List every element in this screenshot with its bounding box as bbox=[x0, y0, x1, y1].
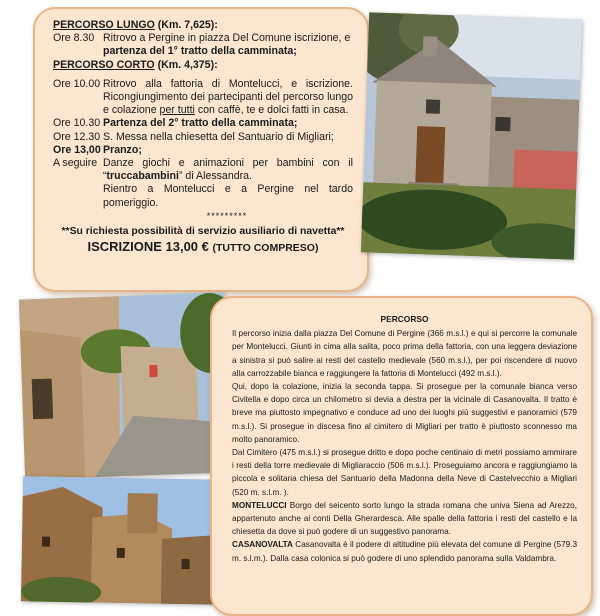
schedule-row: Ore 10.00 Ritrovo alla fattoria di Montelucci, e iscrizione. Ricongiungimento dei partecipanti del percorso lungo e colazione per tutti con caffè, te e dolci fatti in casa. bbox=[53, 77, 353, 117]
schedule-row: Ore 12.30 S. Messa nella chiesetta del Santuario di Migliari; bbox=[53, 130, 334, 143]
schedule-row: Ore 13,00 Pranzo; bbox=[53, 143, 142, 156]
long-route-header: PERCORSO LUNGO (Km. 7,625): bbox=[53, 19, 218, 31]
schedule-time: Ore 10.00 bbox=[53, 77, 101, 90]
shuttle-note: **Su richiesta possibilità di servizio ausiliario di navetta** bbox=[61, 226, 345, 238]
schedule-time: A seguire bbox=[53, 157, 98, 170]
schedule-time: Ore 12.30 bbox=[53, 130, 101, 143]
registration-price: ISCRIZIONE 13,00 € (TUTTO COMPRESO) bbox=[87, 239, 319, 255]
route-description-box bbox=[210, 296, 593, 616]
description-title: PERCORSO bbox=[380, 314, 429, 324]
program-box bbox=[33, 7, 369, 292]
description-paragraph: MONTELUCCI Borgo del seicento sorto lungo la strada romana che univa Siena ad Arezzo, appartenuto anche ai conti Della Gherardesca. Alle spalle della fattoria i resti del castello e la chiesetta da dove si può godere di un suggestivo panorama. bbox=[232, 500, 577, 537]
short-route-header: PERCORSO CORTO (Km. 4,375): bbox=[53, 58, 218, 71]
church-photo bbox=[361, 12, 582, 259]
schedule-time: Ore 13,00 bbox=[53, 143, 101, 156]
schedule-row: Ore 8.30 Ritrovo a Pergine in piazza Del Comune iscrizione, e partenza del 1° tratto della camminata; bbox=[53, 32, 351, 58]
description-paragraph: CASANOVALTA Casanovalta è il podere di altitudine più elevata del comune di Pergine (579.3 m. s.l.m.). Dalla casa colonica si può godere di uno splendido panorama sulla Valdambra. bbox=[232, 540, 577, 563]
description-paragraph: Il percorso inizia dalla piazza Del Comune di Pergine (366 m.s.l.) e qui si percorre la comunale per Montelucci. Giunti in cima alla salita, poco prima della fattoria, con una leggera deviazione a sinistra si può salire ai resti del castello medievale (560 m.s.l.), per poi riscendere di nuovo alla carrozzabile bianca e raggiungere la fattoria di Montelucci (492 m.s.l.). bbox=[232, 329, 577, 378]
schedule-time: Ore 8.30 bbox=[53, 32, 95, 45]
village-houses-photo bbox=[21, 476, 223, 604]
schedule-row: Ore 10.30 Partenza del 2° tratto della camminata; bbox=[53, 117, 298, 130]
description-paragraph: Qui, dopo la colazione, inizia la seconda tappa. Si prosegue per la comunale bianca verso Civitella e dopo circa un chilometro si devia a destra per la vicinale di Casanovalta. Il tratto è breve ma piuttosto impegnativo e conduce ad uno dei luoghi più suggestivi e panoramici (579 m.s.l.). Si prosegue in discesa fino al cimitero di Migliari per tratto è piuttosto sconnesso ma molto panoramico. bbox=[232, 382, 577, 444]
village-street-photo bbox=[19, 292, 230, 479]
description-paragraph: Dal Cimitero (475 m.s.l.) si prosegue dritto e dopo poche centinaio di metri possiamo ammirare i resti della torre medievale di Migliaraccio (506 m.s.l.). Proseguiamo ancora e raggiungiamo la piccola e solitaria chiesa del Santuario della Madonna della Neve di Castelvecchio a Migliari (520 m. s.l.m. ). bbox=[232, 448, 577, 497]
schedule-row: A seguire Danze giochi e animazioni per bambini con il “truccabambini” di Alessandra. Rientro a Montelucci e a Pergine nel tardo pomeriggio. bbox=[53, 157, 353, 209]
separator-stars: ********* bbox=[206, 210, 248, 221]
schedule-time: Ore 10.30 bbox=[53, 117, 101, 130]
